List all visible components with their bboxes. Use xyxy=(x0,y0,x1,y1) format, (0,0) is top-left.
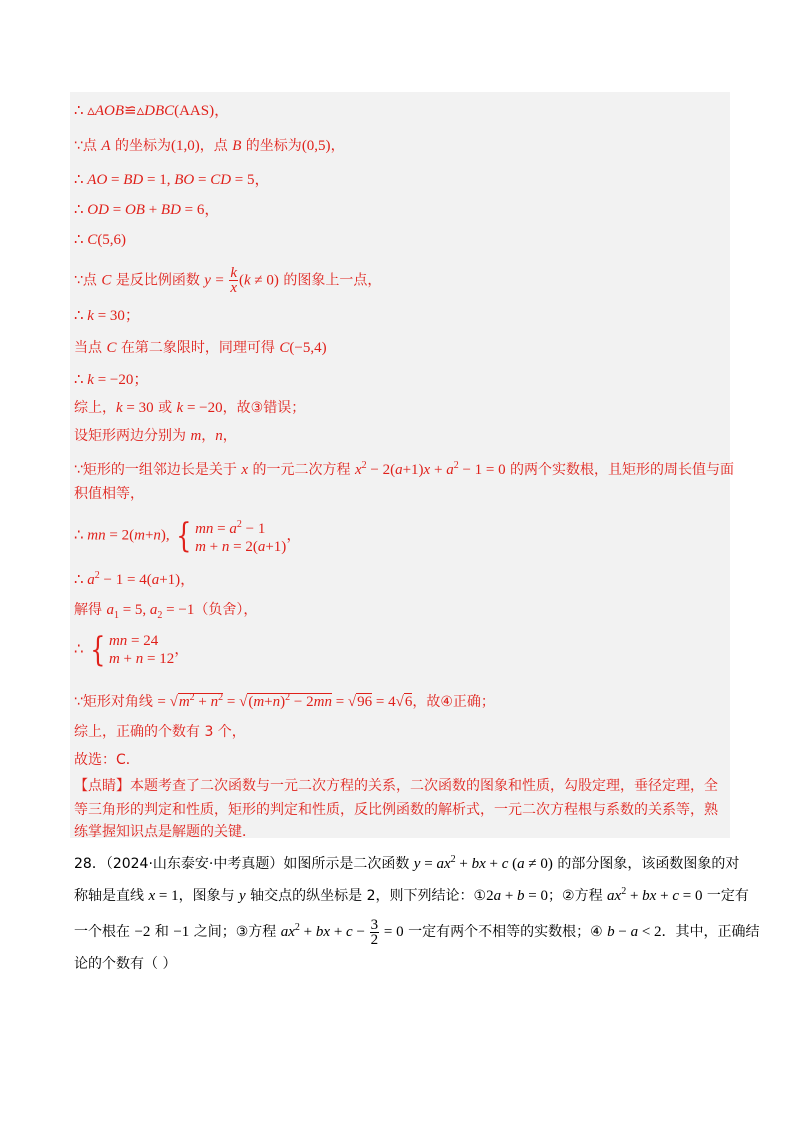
line-system-2: ∴ { mn = 24 m + n = 12 ， xyxy=(74,630,190,670)
question-28-line-1: 28．（2024·山东泰安·中考真题）如图所示是二次函数 $y = ax^2$ + bx + c (a ≠ 0) 的部分图象，该函数图象的对 xyxy=(74,854,740,872)
comment-line-2: 等三角形的判定和性质，矩形的判定和性质，反比例函数的解析式，一元二次方程根与系数的关系等，熟 xyxy=(74,802,718,818)
line-k-20: ∴ k = −20； xyxy=(74,372,149,388)
line-rect-equation: ∵矩形的一组邻边长是关于 x 的一元二次方程 $x^2 - 2(a+1)x + a^2 - 1 = 0$ 的两个实数根，且矩形的周长值与面 xyxy=(74,460,735,478)
line-second-quadrant: 当点 C 在第二象限时，同理可得 C(−5,4) xyxy=(74,340,327,356)
line-inverse-function: ∵点 C 是反比例函数 y = $\frac{k}{x}$ (k ≠ 0) 的图象上一点， xyxy=(74,265,382,296)
line-count: 综上，正确的个数有 3 个， xyxy=(74,724,246,740)
line-od: ∴ OD = OB + BD = 6， xyxy=(74,202,220,218)
comment-line-3: 练掌握知识点是解题的关键． xyxy=(74,824,256,840)
question-28-line-3: 一个根在 −2 和 −1 之间；③方程 $ax^2$ + bx + c − $\frac{3}{2}$ = 0 一定有两个不相等的实数根；④ b − a < 2．其中，正确结 xyxy=(74,917,760,949)
line-diagonal: ∵矩形对角线 = $√m^2 + n^2 = √(m+n)^2 - 2mn = √96 = 4√6$，故④正确； xyxy=(74,692,495,710)
line-system-1: ∴ mn = 2(m+n), { mn = $a^2 - 1$ m + n = 2(a+1) ， xyxy=(74,516,302,556)
line-rect-sides: 设矩形两边分别为 m，n， xyxy=(74,428,237,444)
line-choice: 故选：C． xyxy=(74,752,140,768)
question-28-line-4: 论的个数有（ ） xyxy=(74,956,177,972)
line-solve-a: 解得 $a_1 = 5$, $a_2 = -1$（负舍）， xyxy=(74,602,258,621)
line-congruent: ∴ ▵AOB≌▵DBC(AAS)， xyxy=(74,101,230,119)
line-point-c: ∴ C(5,6) xyxy=(74,232,127,248)
comment-line-1: 【点睛】本题考查了二次函数与一元二次方程的关系，二次函数的图象和性质，勾股定理，垂径定理，全 xyxy=(74,778,718,794)
line-rect-equal: 积值相等， xyxy=(74,486,144,502)
line-lengths: ∴ AO = BD = 1, BO = CD = 5， xyxy=(74,172,270,188)
question-28-line-2: 称轴是直线 x = 1，图象与 y 轴交点的纵坐标是 2，则下列结论：①2a + b = 0；②方程 $ax^2$ + bx + c = 0 一定有 xyxy=(74,886,749,904)
line-a-equation: ∴ $a^2 - 1 = 4(a+1)$， xyxy=(74,570,196,588)
line-coordinates: ∵点 A 的坐标为(1,0)，点 B 的坐标为(0,5)， xyxy=(74,138,345,154)
line-conclusion-3: 综上，k = 30 或 k = −20，故③错误； xyxy=(74,400,306,416)
line-k30: ∴ k = 30； xyxy=(74,308,140,324)
